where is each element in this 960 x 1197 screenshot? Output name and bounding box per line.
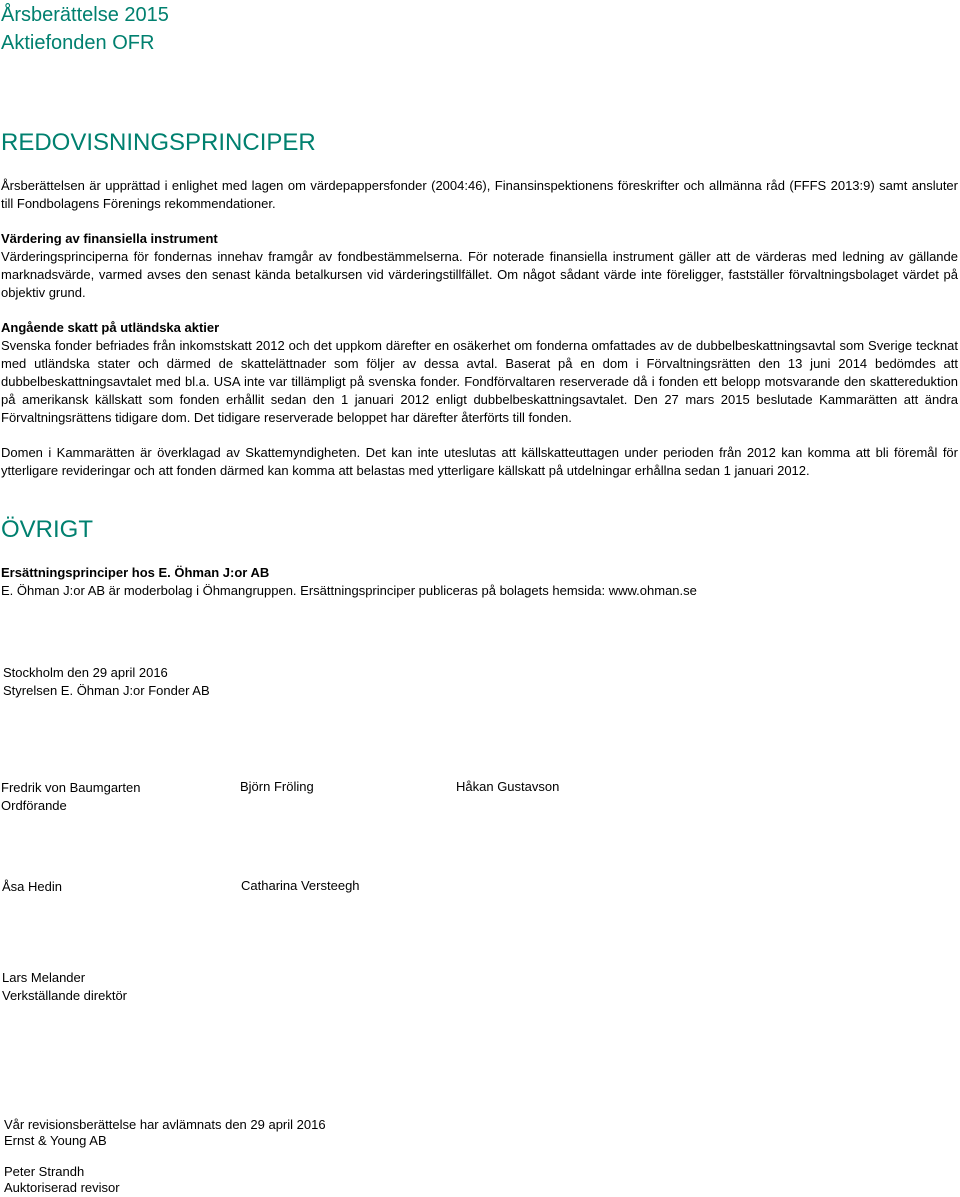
signatory-name: Catharina Versteegh (241, 878, 360, 893)
valuation-text: Värderingsprinciperna för fondernas innehav framgår av fondbestämmelserna. För noterade finansiella instrument gäller att de värderas med ledning av gällande marknadsvärde, varmed avses den senast kända betalkursen vid värderingstillfället. Om något sådant värde inte föreligger, fastställer förvaltningsbolaget värdet på objektiv grund. (1, 249, 958, 300)
signatory-name: Björn Fröling (240, 779, 314, 794)
compensation-section (1, 564, 958, 600)
signatory-role: Ordförande (1, 798, 67, 813)
signatory-name: Åsa Hedin (2, 879, 62, 894)
tax-heading: Angående skatt på utländska aktier (1, 320, 220, 335)
auditor-title: Auktoriserad revisor (4, 1180, 120, 1195)
signing-board: Styrelsen E. Öhman J:or Fonder AB (3, 683, 210, 698)
accounting-intro-text: Årsberättelsen är upprättad i enlighet med lagen om värdepappersfonder (2004:46), Finansinspektionens föreskrifter och allmänna råd (FFFS 2013:9) samt ansluter till Fondbolagens Förenings rekommendationer. (1, 178, 958, 211)
accounting-intro (1, 177, 958, 213)
audit-firm: Ernst & Young AB (4, 1133, 107, 1148)
signatory-role: Verkställande direktör (2, 988, 128, 1003)
appeal-section (1, 444, 958, 480)
accounting-principles-heading: REDOVISNINGSPRINCIPER (1, 129, 316, 156)
report-title: Årsberättelse 2015 (1, 4, 169, 26)
valuation-heading: Värdering av finansiella instrument (1, 231, 218, 246)
auditor-name: Peter Strandh (4, 1164, 85, 1179)
tax-text: Svenska fonder befriades från inkomstskatt 2012 och det uppkom därefter en osäkerhet om fonderna omfattades av de dubbelbeskattningsavtal som Sverige tecknat med utländska stater och därmed de skattelättnader som följer av dessa avtal. Baserat på en dom i Förvaltningsrätten den 13 juni 2014 bedömdes att dubbelbeskattningsavtalet med bl.a. USA inte var tillämpligt på svenska fonder. Fondförvaltaren reserverade då i fonden ett belopp motsvarande den skattereduktion på amerikansk källskatt som fonden erhållit sedan den 1 januari 2012 enligt dubbelbeskattningsavtalet. Den 27 mars 2015 beslutade Kammarätten att ändra Förvaltningsrättens tidigare dom. Det tidigare reserverade beloppet har därefter återförts till fonden. (1, 338, 958, 425)
signatory-name: Lars Melander (2, 970, 86, 985)
fund-name: Aktiefonden OFR (1, 32, 155, 54)
audit-note: Vår revisionsberättelse har avlämnats den 29 april 2016 (4, 1117, 326, 1132)
appeal-text: Domen i Kammarätten är överklagad av Skattemyndigheten. Det kan inte uteslutas att källskatteuttagen under perioden från 2012 kan komma att bli föremål för ytterligare revideringar och att fonden därmed kan komma att belastas med ytterligare källskatt på utdelningar erhållna sedan 1 januari 2012. (1, 445, 958, 478)
signing-place-date: Stockholm den 29 april 2016 (3, 665, 168, 680)
tax-section (1, 319, 958, 427)
compensation-text: E. Öhman J:or AB är moderbolag i Öhmangruppen. Ersättningsprinciper publiceras på bolagets hemsida: www.ohman.se (1, 583, 697, 598)
signatory-name: Håkan Gustavson (456, 779, 560, 794)
valuation-section (1, 230, 958, 302)
compensation-heading: Ersättningsprinciper hos E. Öhman J:or AB (1, 565, 270, 580)
signatory-name: Fredrik von Baumgarten (1, 780, 141, 795)
other-heading: ÖVRIGT (1, 516, 94, 543)
